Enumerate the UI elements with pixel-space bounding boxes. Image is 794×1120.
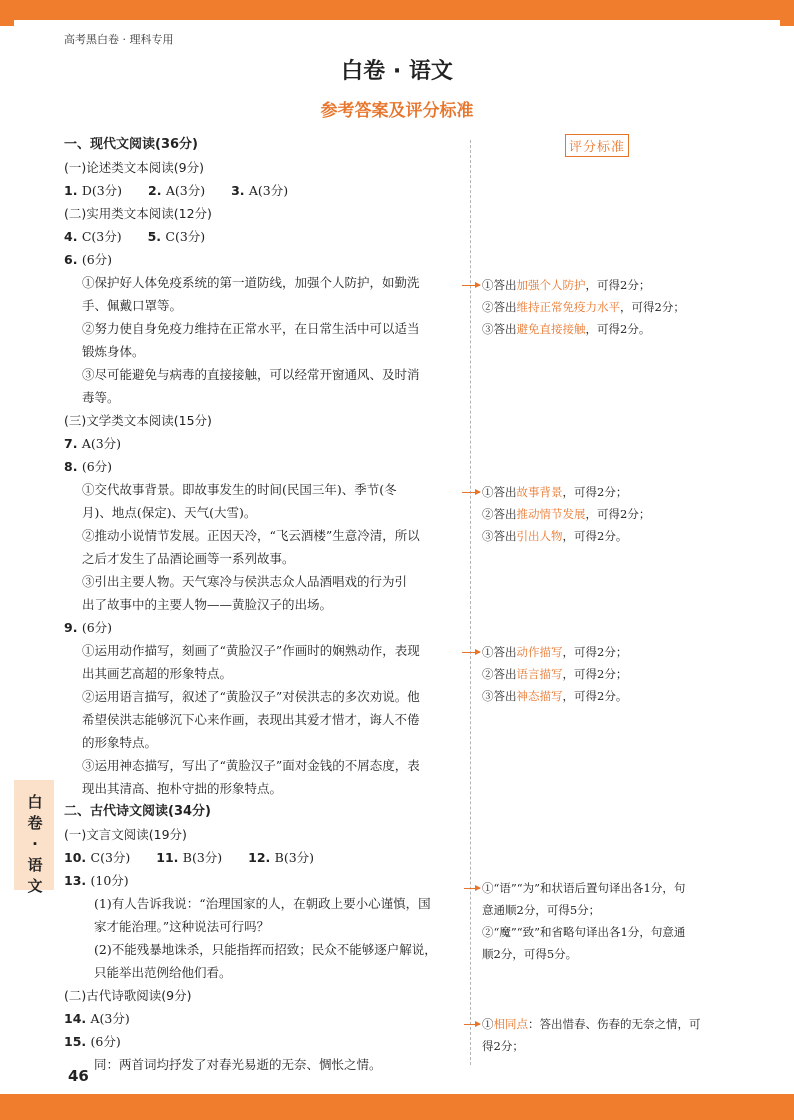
answer-text: 只能举出范例给他们看。 xyxy=(94,965,232,980)
answer-text: ①保护好人体免疫系统的第一道防线，加强个人防护，如勤洗 xyxy=(82,275,420,290)
arrow-icon xyxy=(462,285,480,286)
answer-text: ③运用神态描写，写出了“黄脸汉子”面对金钱的不屑态度，表 xyxy=(82,758,420,773)
column-divider xyxy=(470,140,471,1065)
answer-text: ②运用语言描写，叙述了“黄脸汉子”对侯洪志的多次劝说。他 xyxy=(82,689,420,704)
subsection-heading: (三)文学类文本阅读(15分) xyxy=(64,413,212,428)
answer-text: ①交代故事背景。即故事发生的时间(民国三年)、季节(冬 xyxy=(82,482,397,497)
page-subtitle: 参考答案及评分标准 xyxy=(320,101,474,121)
scoring-standard-label: 评分标准 xyxy=(565,134,629,157)
subsection-heading: (二)实用类文本阅读(12分) xyxy=(64,206,212,221)
answer-text: (1)有人告诉我说：“治理国家的人，在朝政上要小心谨慎，国 xyxy=(94,896,431,911)
question-number: 13. (10分) xyxy=(64,873,129,888)
answer-row: 14. A(3分) xyxy=(64,1011,130,1026)
answer-text: 家才能治理。”这种说法可行吗？ xyxy=(94,919,270,934)
answer-text: 同：两首词均抒发了对春光易逝的无奈、惆怅之情。 xyxy=(94,1057,382,1072)
page-number: 46 xyxy=(68,1067,89,1085)
answer-text: 的形象特点。 xyxy=(82,735,158,750)
answer-text: ③尽可能避免与病毒的直接接触，可以经常开窗通风、及时消 xyxy=(82,367,420,382)
answer-text: 现出其清高、抱朴守拙的形象特点。 xyxy=(82,781,283,796)
arrow-icon xyxy=(464,888,480,889)
answer-text: 之后才发生了品酒论画等一系列故事。 xyxy=(82,551,295,566)
answer-text: ③引出主要人物。天气寒冷与侯洪志众人品酒唱戏的行为引 xyxy=(82,574,408,589)
question-number: 6. (6分) xyxy=(64,252,113,267)
subsection-heading: (二)古代诗歌阅读(9分) xyxy=(64,988,192,1003)
subsection-heading: (一)论述类文本阅读(9分) xyxy=(64,160,204,175)
answer-text: ②推动小说情节发展。正因天冷，“飞云酒楼”生意冷清，所以 xyxy=(82,528,420,543)
answer-row: 10. C(3分) 11. B(3分) 12. B(3分) xyxy=(64,850,315,865)
section-heading: 二、古代诗文阅读(34分) xyxy=(64,804,211,819)
answer-text: 希望侯洪志能够沉下心来作画，表现出其爱才惜才，诲人不倦 xyxy=(82,712,420,727)
book-series-label: 高考黑白卷 · 理科专用 xyxy=(64,33,174,46)
question-number: 9. (6分) xyxy=(64,620,113,635)
answer-text: 毒等。 xyxy=(82,390,120,405)
bottom-orange-bar xyxy=(0,1094,794,1120)
answer-row: 4. C(3分) 5. C(3分) xyxy=(64,229,206,244)
answer-text: 出了故事中的主要人物——黄脸汉子的出场。 xyxy=(82,597,333,612)
question-number: 15. (6分) xyxy=(64,1034,121,1049)
subsection-heading: (一)文言文阅读(19分) xyxy=(64,827,187,842)
section-heading: 一、现代文阅读(36分) xyxy=(64,137,198,152)
answer-row: 1. D(3分) 2. A(3分) 3. A(3分) xyxy=(64,183,289,198)
answer-text: 出其画艺高超的形象特点。 xyxy=(82,666,233,681)
answer-row: 7. A(3分) xyxy=(64,436,122,451)
side-tab-label: 白 卷 · 语 文 xyxy=(27,793,43,895)
answer-text: 月)、地点(保定)、天气(大雪)。 xyxy=(82,505,257,520)
arrow-icon xyxy=(462,652,480,653)
arrow-icon xyxy=(462,492,480,493)
answer-text: 锻炼身体。 xyxy=(82,344,145,359)
answer-text: ②努力使自身免疫力维持在正常水平，在日常生活中可以适当 xyxy=(82,321,420,336)
answer-text: ①运用动作描写，刻画了“黄脸汉子”作画时的娴熟动作，表现 xyxy=(82,643,420,658)
arrow-icon xyxy=(464,1024,480,1025)
page-title: 白卷 · 语文 xyxy=(341,59,453,84)
answer-text: 手、佩戴口罩等。 xyxy=(82,298,183,313)
question-number: 8. (6分) xyxy=(64,459,113,474)
answer-text: (2)不能残暴地诛杀，只能指挥而招致；民众不能够逐户解说， xyxy=(94,942,437,957)
